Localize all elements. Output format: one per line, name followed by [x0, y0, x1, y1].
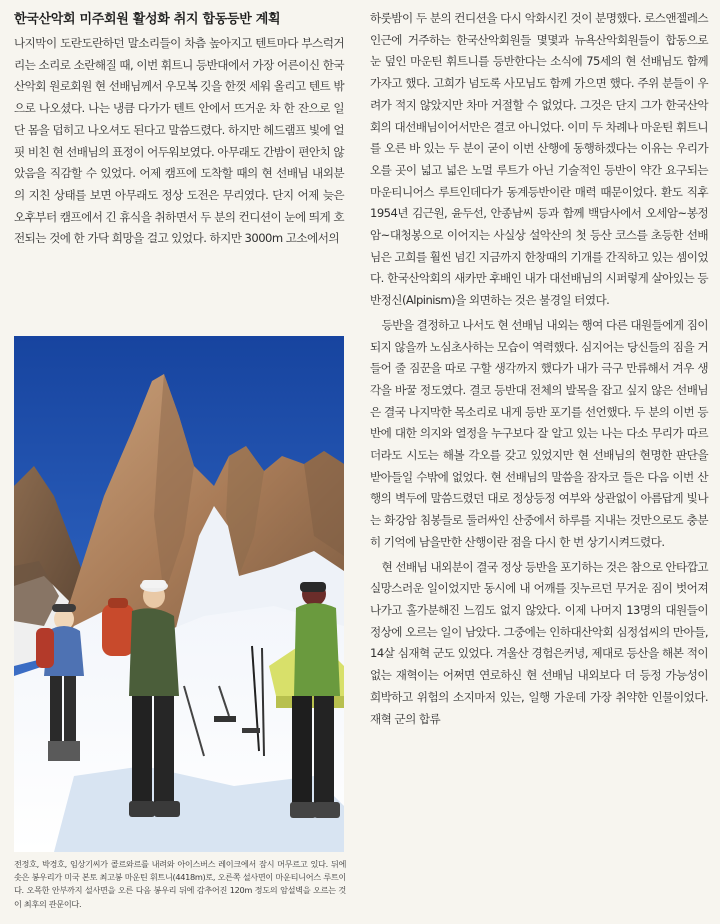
right-paragraph-3: 현 선배님 내외분이 결국 정상 등반을 포기하는 것은 참으로 안타깝고 실망스러운 일이었지만 동시에 내 어깨를 짓누르던 무거운 짐이 벗어져나가고 홀가분해진 느낌도 없지 않았다. 이제 나머지 13명의 대원들이 정상에 오르는 일이 남았다. 그중에는 인하대산악회 심정섭씨의 만아들, 14살 심재혁 군도 있었다. 겨울산 경험은커녕, 제대로 등산을 해본 적이 없는 재혁이는 어쩌면 연로하신 현 선배님 내외보다 더 등정 가능성이 희박하고 위험의 소지마저 있는, 일행 가운데 가장 취약한 인물이었다. 재혁 군의 합류: [370, 559, 709, 726]
right-paragraph-2: 등반을 결정하고 나서도 현 선배님 내외는 행여 다른 대원들에게 짐이 되지 않을까 노심초사하는 모습이 역력했다. 심지어는 당신들의 짐을 거들어 줄 짐꾼을 따로 구할 생각까지 했다가 내가 극구 만류해서 겨우 생각을 바꿀 정도였다. 결코 등반대 전체의 발목을 잡고 싶지 않은 선배님은 결국 나지막한 목소리로 내게 등반 포기를 선언했다. 두 분의 이번 등반에 대한 의지와 열정을 누구보다 잘 알고 있는 나는 다소 무리가 따르더라도 시도는 해볼 각오를 갖고 있었지만 현 선배님의 현명한 판단을 받아들일 수밖에 없었다. 현 선배님의 말씀을 잠자코 들은 다음 이번 산행의 벽두에 말씀드렸던 대로 정상등정 여부와 상관없이 아름답게 빛나는 화강암 침봉들로 둘러싸인 산중에서 하루를 지내는 것만으로도 충분히 기억에 남을만한 산행이란 점을 다시 한 번 상기시켜드렸다.: [370, 317, 709, 549]
right-column: [370, 8, 708, 730]
left-column: [14, 8, 344, 250]
mountain-photo: [14, 336, 344, 852]
photo-caption: 전정호, 박경호, 임상기씨가 콜르와르를 내려와 아이스버스 레이크에서 잠시 머무르고 있다. 뒤에 솟은 봉우리가 미국 본토 최고봉 마운틴 휘트니(4418m)로, 오른쪽 설사면이 마운티니어스 루트이다. 오목한 안부까지 설사면을 오른 다음 봉우리 뒤에 감추어진 120m 정도의 암설벽을 오르는 것이 최후의 관문이다.: [14, 859, 346, 909]
section-heading: 한국산악회 미주회원 활성화 취지 합동등반 계획: [14, 12, 281, 27]
right-paragraph-1: 하룻밤이 두 분의 컨디션을 다시 악화시킨 것이 분명했다. 로스앤젤레스 인근에 거주하는 한국산악회원들 몇몇과 뉴욕산악회원들이 합동으로 눈 덮인 마운틴 휘트니를 등반한다는 소식에 75세의 현 선배님도 함께 가자고 했다. 고희가 넘도록 사모님도 함께 가으면 했다. 주위 분들이 우려가 적지 않았지만 차마 거절할 수 없었다. 그것은 단지 그가 한국산악회의 대선배님이어서만은 결코 아니었다. 이미 두 차례나 마운틴 휘트니를 오른 바 있는 두 분이 굳이 이번 산행에 동행하겠다는 이유는 우리가 오를 곳이 넓고 넓은 노멀 루트가 아닌 기술적인 등반이 약간 요구되는 마운티니어스 루트인데다가 동계등반이란 매력 때문이었다. 환도 직후 1954년 김근원, 윤두선, 안종남씨 등과 함께 백담사에서 오세암~봉정암~대청봉으로 이어지는 사실상 설악산의 첫 등산 코스를 초등한 선배님은 고희를 훨씬 넘긴 지금까지 한창때의 기개를 간직하고 있는 셈이었다. 한국산악회의 새카만 후배인 내가 대선배님의 시퍼렇게 살아있는 등반정신(Alpinism)을 외면하는 것은 불경일 터였다.: [370, 11, 708, 308]
left-paragraph: 나지막이 도란도란하던 말소리들이 차츰 높아지고 텐트마다 부스럭거리는 소리로 소란해질 때, 이번 휘트니 등반대에서 가장 어른이신 한국산악회 원로회원 현 선배님께서 우모복 깃을 한껏 세워 올리고 텐트 밖으로 나오셨다. 나는 냉큼 다가가 텐트 안에서 뜨거운 차 한 잔으로 일단 몸을 덥히고 나오셔도 된다고 말씀드렸다. 하지만 헤드램프 빛에 얼핏 비친 현 선배님의 표정이 어두워보였다. 아무래도 간밤이 편안치 않았음을 직감할 수 있었다. 어제 캠프에 도착할 때의 현 선배님 내외분의 지친 상태를 보면 아무래도 정상 도전은 무리였다. 단지 어제 늦은 오후부터 캠프에서 긴 휴식을 취하면서 두 분의 컨디션이 눈에 띄게 호전되는 것에 한 가닥 희망을 걸고 있었다. 하지만 3000m 고소에서의: [14, 36, 344, 246]
